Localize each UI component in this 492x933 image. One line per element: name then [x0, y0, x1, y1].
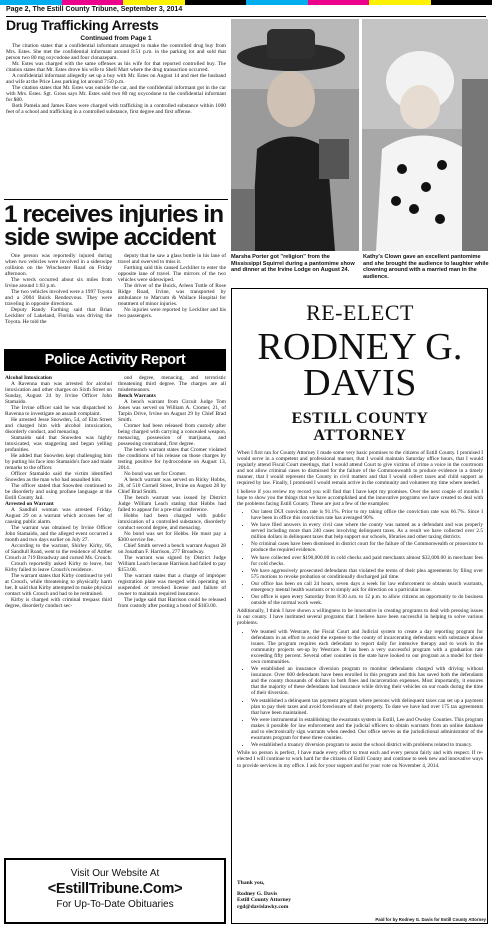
paragraph: Cromer had been released from custody after being charged with carrying a concealed weapon, menacing, possession of marijuana, and possessing contraband, first degree. — [118, 423, 226, 447]
ad-body-text — [237, 450, 483, 864]
injury-story-col-2 — [118, 253, 226, 347]
ad-bullet-item: • Our latest DUI conviction rate is 91.1%. Prior to my taking office the conviction rate was 66.7%. Since I have been in office this conviction rate has averaged 90%. — [251, 509, 483, 521]
photo-image — [362, 19, 488, 251]
ad-bullet-item: • Our office has been on call 24 hours, seven days a week for law enforcement to obtain search warrants, emergency mental health warrants or to simply ask for direction on a particular issue. — [251, 581, 483, 593]
photo-image — [231, 19, 359, 251]
paragraph: Farthing said this caused Leckliter to enter the opposite lane of travel. The mirrors of the two vehicles were sideswiped. — [118, 265, 226, 283]
photo-caption-right: Kathy's Clown gave an excellent pantomime and she brought the audience to laughter while clowning around with a married man in the audience. — [363, 254, 489, 280]
ad-office-line-1: ESTILL COUNTY — [291, 410, 429, 427]
paragraph: The warrant states that Kirby continued to yell at Crouch, while threatening to physically harm her. It said that Kirby attempted to make physical contact with Crouch and had to be restrained. — [5, 573, 112, 597]
website-promo-box — [4, 858, 226, 924]
paragraph: The warrant was signed by District Judge William Leach because Harrison had failed to pay $153.00. — [118, 555, 226, 573]
ad-paragraph: While no person is perfect, I have made every effort to treat each and every person fairly and with respect. If re-elected I will continue to work hard for the citizens of Estill County and continue to seek new and innovative ways to provide services in my office. I ask for your support and for your vote on November 4, 2014. — [237, 750, 483, 769]
drug-story-headline: Drug Trafficking Arrests — [6, 17, 159, 33]
paragraph: He added that Snowden kept challenging him by putting his face into Stamaido's face and made remarks to the officer. — [5, 453, 112, 471]
paragraph: No bond was set for Hobbs. He must pay a $300 service fee. — [118, 531, 226, 543]
ad-bullet-item: • Our office is open every Saturday from 8:30 a.m. to 12 p.m. to allow citizens an opportunity to do business outside of the normal work week. — [251, 594, 483, 606]
injury-story-headline: 1 receives injuries in side swipe accident — [4, 201, 224, 251]
color-swatch — [369, 0, 431, 5]
police-report-col-1 — [5, 375, 112, 853]
ad-candidate-last-name: DAVIS — [303, 362, 417, 404]
ad-bullet-item: • We have collected over $190,000.00 in cold checks and paid merchants almost $32,000.00 in merchant fees for cold checks. — [251, 555, 483, 567]
drug-story-body — [6, 43, 226, 195]
paragraph: No injuries were reported by Leckliter and his two passengers. — [118, 307, 226, 319]
ad-programs-list — [237, 629, 483, 749]
paragraph: A Sandlull woman was arrested Friday, August 29 on a warrant which accuses her of causing public alarm. — [5, 507, 112, 525]
paragraph: Mr. Estes was charged with the same offenses as his wife for that reported controlled buy. The citation states that Mr. Estes drove his wife to Shell Mart where the drug transaction occurred. — [6, 61, 226, 73]
ad-office-line-2: ATTORNEY — [313, 427, 407, 444]
ad-bullet-item: • We were instrumental in establishing the ewarrants system in Estill, Lee and Owsley Counties. This program makes it possible for law enforcement and the judicial officers to obtain warrants from an online database and to electronically sign warrants when needed. Our office serves as the jurisdictional administrator of the ewarrants program for these three counties. — [251, 717, 483, 741]
ad-re-elect: RE-ELECT — [306, 300, 414, 325]
photo-marsha-porter — [231, 19, 359, 251]
police-report-banner: Police Activity Report — [4, 349, 226, 371]
paragraph: The judge said that Harrison could be released from custody after posting a bond of $183.00. — [118, 597, 226, 609]
paragraph: The wreck occurred about six miles from Irvine around 1:03 p.m. — [5, 277, 112, 289]
paragraph: The warrant states that a charge of improper registration plate was merged with operating on suspended or revoked license and failure of owner to maintain required insurance. — [118, 573, 226, 597]
divider — [4, 199, 228, 200]
color-registration-strip — [0, 0, 492, 5]
ad-bullet-item: • We established a truancy diversion program to assist the school district with problems related to truancy. — [251, 742, 483, 748]
paragraph: One person was reportedly injured during when two vehicles were involved in a sideswipe collision on the Winchester Road on Friday afternoon. — [5, 253, 112, 277]
paragraph: A bench warrant was served on Ricky Hobbs, 28, of 510 Cornell Street, Irvine on August 28 by Chief Brad Smith. — [118, 477, 226, 495]
paragraph: Officer Stamaido said the victim identified Snowden as the man who had assaulted him. — [5, 471, 112, 483]
paragraph: A Ravenna man was arrested for alcohol intoxication and other charges on Sixth Street on Sunday, August 24 by Irvine Officer John Stamaido. — [5, 381, 112, 405]
paragraph: The officer stated that Snowden continued to be disorderly and using profane language at the Estill County Jail. — [5, 483, 112, 501]
color-swatch — [185, 0, 247, 5]
paragraph: The bench warrant was issued by District Judge William Leach stating that Hobbs had failed to appear for a pre-trial conference. — [118, 495, 226, 513]
paragraph: A bench warrant from Circuit Judge Tom Jones was served on William A. Cromer, 21, of Tarpin Drive, Irvine on August 29 by Chief Brad Smith. — [118, 399, 226, 423]
paragraph: The driver of the Buick, Arleen Tuttle of Rose Ridge Road, Irvine, was transported by ambulance to Marcum & Wallace Hospital for treatment of minor injuries. — [118, 283, 226, 307]
photo-caption-left: Marsha Porter got "religion" from the Mississippi Squirrel during a pantomime show and dinner at the Irvine Lodge on August 24. — [231, 254, 355, 273]
ad-bullet-item: • No criminal cases have been dismissed in district court for the failure of the Commonwealth or prosecutor to produce the required evidence. — [251, 541, 483, 553]
paragraph: Both Pamela and James Estes were charged with trafficking in a controlled substance within 1000 feet of a school and trafficking in a controlled substance, first degree and first offense. — [6, 103, 226, 115]
paragraph: Crouch reportedly asked Kirby to leave, but Kirby failed to leave Crouch's residence. — [5, 561, 112, 573]
paragraph: The two vehicles involved were a 1997 Toyota and a 2004 Buick Rendezvous. They were traveling in opposite directions. — [5, 289, 112, 307]
ad-thanks: Thank you, — [237, 880, 265, 886]
police-subhead: Arrested on Warrant — [5, 501, 54, 507]
ad-paragraph: Additionally, I think I have shown a willingness to be innovative in creating programs to deal with pressing issues in our county. I have instituted several programs that I believe have been successful in helping to solve various problems. — [237, 608, 483, 627]
ad-bullet-item: • We have aggressively prosecuted defendants that violated the terms of their plea agreements by filing over 575 motions to revoke probation or conditionally discharged jail time. — [251, 568, 483, 580]
ad-sig-title: Estill County Attorney — [237, 897, 292, 903]
continued-note: Continued from Page 1 — [80, 35, 152, 42]
paragraph: deputy that he saw a glass bottle in his lane of travel and swerved to miss it. — [118, 253, 226, 265]
color-swatch — [0, 0, 62, 5]
paragraph: Deputy Randy Farthing said that Brian Leckliter of Lakeland, Florida was driving the Toyota. He told the — [5, 307, 112, 325]
paragraph: No bond was set for Cromer. — [124, 471, 187, 477]
color-swatch — [62, 0, 124, 5]
police-report-col-2 — [118, 375, 226, 853]
color-swatch — [246, 0, 308, 5]
color-swatch — [431, 0, 492, 5]
color-swatch — [123, 0, 185, 5]
ad-bullet-item: • We established an insurance diversion program to monitor defendants charged with driving without insurance. Over 600 defendants have been enrolled in this program and this has saved both the defendants and the county thousands of dollars in both fines and incarceration expenses. Most importantly, it ensures that the majority of these defendants had insurance while driving their vehicles on our roads during the time of their diversion. — [251, 666, 483, 696]
paragraph: Stamaido said that Snowden was highly intoxicated, was staggering and began yelling profanities. — [5, 435, 112, 453]
page-folio: Page 2, The Estill County Tribune, September 3, 2014 — [6, 6, 486, 17]
paragraph: ond degree, menacing, and terroristic threatening third degree. The charges are all misdemeanors. — [118, 375, 226, 393]
paragraph: Kirby is charged with criminal trespass third degree, disorderly conduct sec- — [5, 597, 112, 609]
police-subhead: Bench Warrants — [118, 393, 156, 399]
photo-kathys-clown — [362, 19, 488, 251]
promo-line-3: For Up-To-Date Obituaries — [56, 899, 174, 910]
injury-story-col-1 — [5, 253, 112, 347]
paragraph: The citation states that Mr. Estes was outside the car, and the confidential informant got in the car with Mrs. Estes. Sgt. Gross says Mr. Estes sold two 80 mg oxycodone to the confidential informant for $80. — [6, 85, 226, 103]
promo-website: <EstillTribune.Com> — [47, 881, 183, 897]
ad-sig-name: Rodney G. Davis — [237, 890, 278, 897]
promo-line-1: Visit Our Website At — [70, 868, 160, 879]
paragraph: Chief Smith served a bench warrant August 28 on Jonathan F. Harrison, 277 Broadway. — [118, 543, 226, 555]
ad-paragraph: I believe if you review my record you will find that I have kept my promises. Over the next couple of months I hope to show you the things that we have accomplished and the innovative programs we have created to deal with the problems facing Estill County. These are just a few of the examples: — [237, 488, 483, 507]
paragraph: The citation states that a confidential informant arranged to make the controlled drug buy from Mrs. Estes. She met the confidential informant around 8:51 p.m. in the parking lot and sold that person two 80 mg oxycodone and four clonazepam. — [6, 43, 226, 61]
paragraph: The bench warrant states that Cromer violated the conditions of his release on those charges by testing positive for hydrocodone on August 13, 2014. — [118, 447, 226, 471]
ad-paid-for-line: Paid for by Rodney G. Davis for Estill County Attorney — [375, 917, 486, 922]
ad-bullet-item: • We teamed with Westcare, the Fiscal Court and Judicial system to create a day reporting program for defendants in an effort to avoid the expense to the county of incarcerating defendants with substance abuse issues. The program requires each defendant to report daily for intensive therapy and to work in the community projects set-up by Westcare. It has been a very successful program with a graduation rate exceeding fifty percent. Several other counties in the state have looked to our program as a model for their own communities. — [251, 629, 483, 666]
paragraph: The warrant was obtained by Irvine Officer John Stamaido, and the alleged event occurred a month and two days earlier on July 27. — [5, 525, 112, 543]
ad-bullet-item: • We established a delinquent tax payment program where persons with delinquent taxes can set up a payment plan to pay their taxes and avoid foreclosure of their property. To date we have had over 175 tax agreements that have been maintained. — [251, 698, 483, 716]
ad-bullet-item: • We have filed answers in every civil case where the county was named as a defendant and was properly served including more than 240 cases involving delinquent taxes. As a result we have collected over 2.5 million dollars in delinquent taxes that help support our schools, libraries and other taxing districts. — [251, 522, 483, 540]
ad-signature — [237, 880, 437, 910]
police-subhead: Alcohol Intoxication — [5, 375, 52, 381]
ad-sig-email: rgd@davislawky.com — [237, 903, 289, 910]
paragraph: The Irvine officer said he was dispatched to Ravenna to investigate an assault complaint. — [5, 405, 112, 417]
ad-candidate-first-name: RODNEY G. — [257, 326, 463, 368]
paragraph: Hobbs had been charged with public intoxication of a controlled substance, disorderly conduct second degree, and menacing. — [118, 513, 226, 531]
color-swatch — [308, 0, 370, 5]
ad-paragraph: When I first ran for County Attorney I made some very basic promises to the citizens of Estill County. I promised I would serve in a competent and professional manner, that I would maintain Saturday office hours, that I would regularly attend Fiscal Court meetings, that I would attend Court to give victims of crime a voice in the courtroom and not allow criminal cases to dismissed for the failure of the Commonwealth to produce evidence in a timely manner, that I would represent the County in civil matters and that I would collect taxes and child support as required by law. Finally, I promised I would remain active in the community and volunteer my time where needed. — [237, 450, 483, 487]
paragraph: According to the warrant, Shirley Kirby, 66, of Sandlull Road, went to the residence of Amber Crouch at 719 Broadway and cursed Ms. Crouch. — [5, 543, 112, 561]
paragraph: He arrested Jesse Snowden, 54, of Elm Street and charged him with alcohol intoxication, disorderly conduct, and menacing. — [5, 417, 112, 435]
ad-accomplishments-list — [237, 509, 483, 606]
paragraph: A confidential informant allegedly set up a buy with Mr. Estes on August 14 and met the husband and wife at the Price Less parking lot around 7:50 p.m. — [6, 73, 226, 85]
